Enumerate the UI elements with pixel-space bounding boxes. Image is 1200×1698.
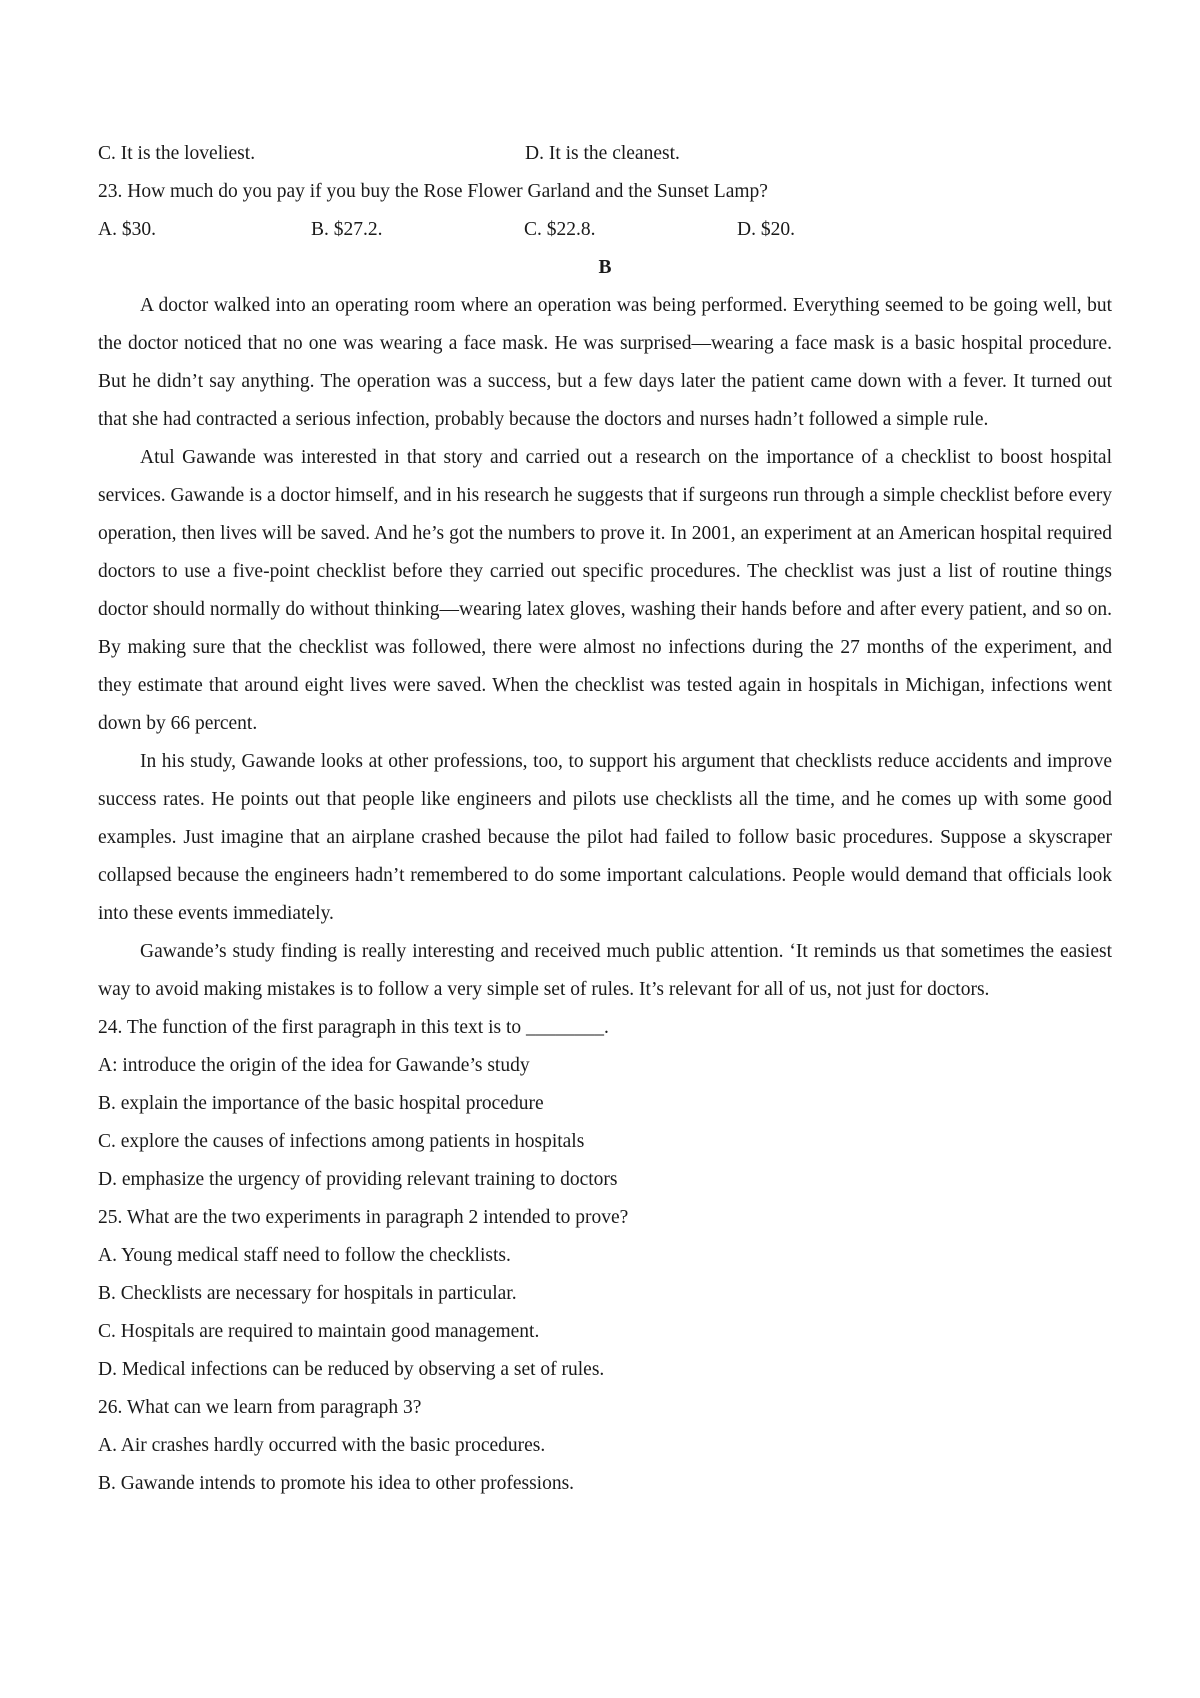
passage-paragraph-4-text: Gawande’s study finding is really interesting and received much public attention. ‘It reminds us that sometimes the easiest way to avoid making mistakes is to follow a very simple set of rules. It’s relevant for all of us, not just for doctors.	[98, 941, 1112, 1000]
q22-options	[98, 135, 1112, 173]
q24-question: 24. The function of the first paragraph in this text is to ________.	[98, 1017, 609, 1038]
q25-option-b: B. Checklists are necessary for hospitals in particular.	[98, 1283, 517, 1304]
q23-question: 23. How much do you pay if you buy the Rose Flower Garland and the Sunset Lamp?	[98, 181, 768, 202]
q22-option-d: D. It is the cleanest.	[525, 143, 680, 164]
passage-paragraph-2	[98, 439, 1112, 743]
q24-option-c: C. explore the causes of infections among patients in hospitals	[98, 1131, 585, 1152]
q25-question: 25. What are the two experiments in paragraph 2 intended to prove?	[98, 1207, 629, 1228]
passage-paragraph-1-text: A doctor walked into an operating room where an operation was being performed. Everything seemed to be going well, but the doctor noticed that no one was wearing a face mask. He was surprised—wearing a face mask is a basic hospital procedure. But he didn’t say anything. The operation was a success, but a few days later the patient came down with a fever. It turned out that she had contracted a serious infection, probably because the doctors and nurses hadn’t followed a simple rule.	[98, 295, 1112, 430]
passage-paragraph-4	[98, 933, 1112, 1009]
q26-option-b: B. Gawande intends to promote his idea to other professions.	[98, 1473, 575, 1494]
q23-option-d: D. $20.	[737, 219, 795, 240]
q23-options	[98, 211, 1112, 249]
q24-option-d: D. emphasize the urgency of providing relevant training to doctors	[98, 1169, 618, 1190]
q25-option-a: A. Young medical staff need to follow the checklists.	[98, 1245, 511, 1266]
q25-option-c: C. Hospitals are required to maintain good management.	[98, 1321, 540, 1342]
q26-question: 26. What can we learn from paragraph 3?	[98, 1397, 422, 1418]
section-title: B	[598, 257, 612, 278]
q26-option-a: A. Air crashes hardly occurred with the basic procedures.	[98, 1435, 546, 1456]
passage-paragraph-1	[98, 287, 1112, 439]
passage-paragraph-3	[98, 743, 1112, 933]
q24-option-a: A: introduce the origin of the idea for Gawande’s study	[98, 1055, 530, 1076]
q25-option-d: D. Medical infections can be reduced by observing a set of rules.	[98, 1359, 605, 1380]
q23-option-a: A. $30.	[98, 219, 156, 240]
q22-option-c: C. It is the loveliest.	[98, 143, 256, 164]
q23-option-b: B. $27.2.	[311, 219, 383, 240]
exam-page	[98, 135, 1112, 1503]
passage-paragraph-2-text: Atul Gawande was interested in that story and carried out a research on the importance of a checklist to boost hospital services. Gawande is a doctor himself, and in his research he suggests that if surgeons run through a simple checklist before every operation, then lives will be saved. And he’s got the numbers to prove it. In 2001, an experiment at an American hospital required doctors to use a five-point checklist before they carried out specific procedures. The checklist was just a list of routine things doctor should normally do without thinking—wearing latex gloves, washing their hands before and after every patient, and so on. By making sure that the checklist was followed, there were almost no infections during the 27 months of the experiment, and they estimate that around eight lives were saved. When the checklist was tested again in hospitals in Michigan, infections went down by 66 percent.	[98, 447, 1112, 734]
q24-option-b: B. explain the importance of the basic hospital procedure	[98, 1093, 544, 1114]
q23-option-c: C. $22.8.	[524, 219, 596, 240]
passage-paragraph-3-text: In his study, Gawande looks at other professions, too, to support his argument that checklists reduce accidents and improve success rates. He points out that people like engineers and pilots use checklists all the time, and he comes up with some good examples. Just imagine that an airplane crashed because the pilot had failed to follow basic procedures. Suppose a skyscraper collapsed because the engineers hadn’t remembered to do some important calculations. People would demand that officials look into these events immediately.	[98, 751, 1112, 924]
